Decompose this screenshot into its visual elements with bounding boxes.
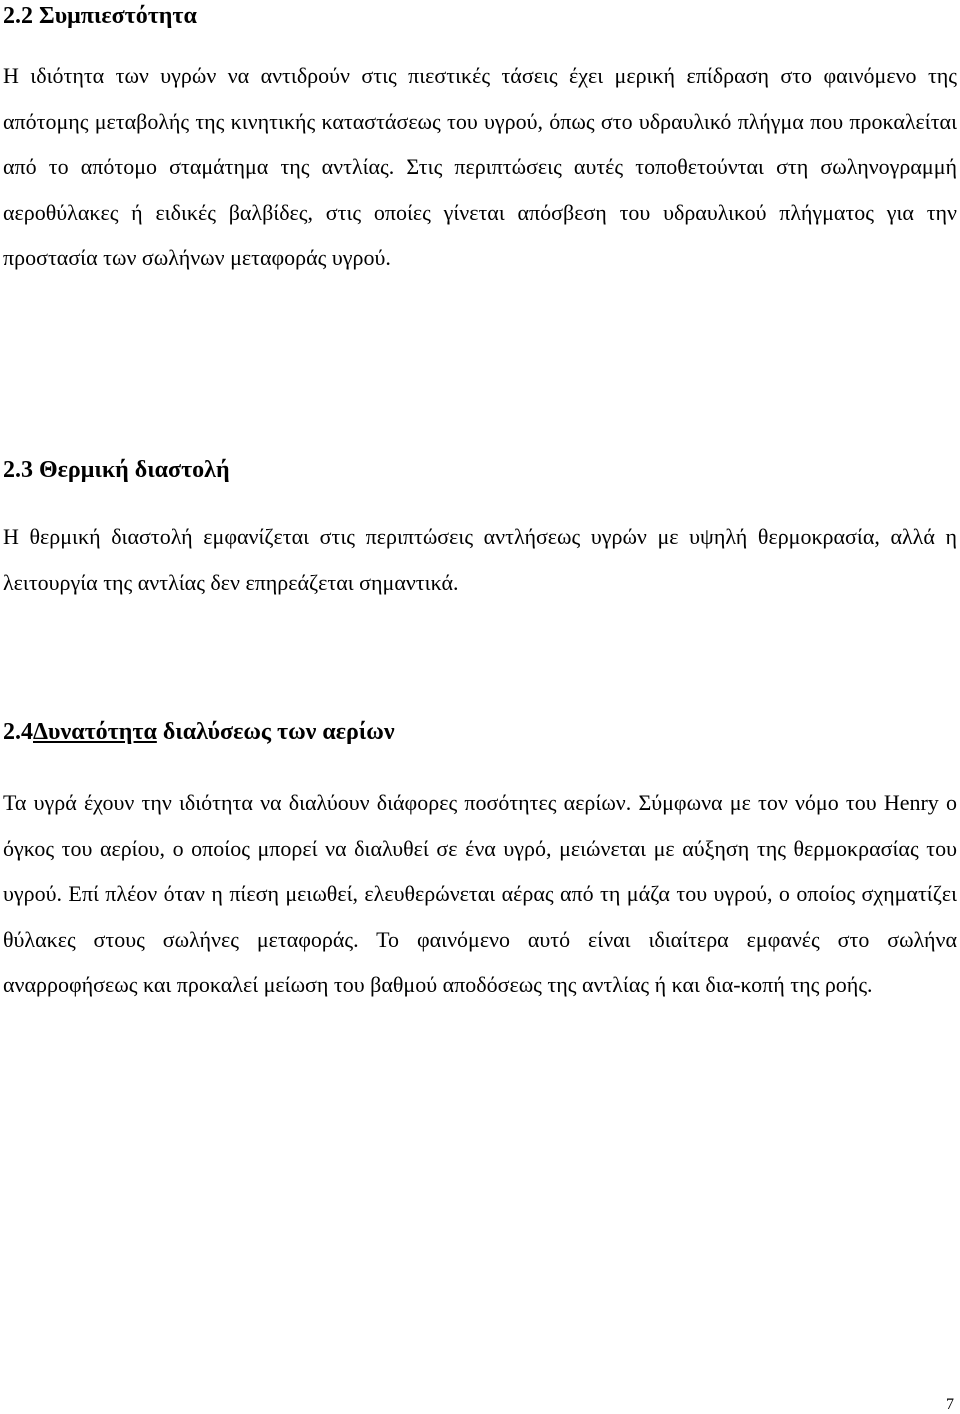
section-title-rest: διαλύσεως των αερίων [162,719,395,745]
section-number: 2.3 [3,457,33,483]
section-number: 2.4 [3,719,33,745]
page-number: 7 [946,1396,954,1413]
section-thermal-expansion [3,456,957,605]
section-paragraph: Η ιδιότητα των υγρών να αντιδρούν στις πιεστικές τάσεις έχει μερική επίδραση στο φαινόμενο της απότομης μεταβολής της κινητικής καταστάσεως του υγρού, όπως στο υδραυλικό πλήγμα που προκαλείται από το απότομο σταμάτημα της αντλίας. Στις περιπτώσεις αυτές τοποθετούνται στη σωληνογραμμή αεροθύλακες ή ειδικές βαλβίδες, στις οποίες γίνεται απόσβεση του υδραυλικού πλήγματος για την προστασία των σωλήνων μεταφοράς υγρού. [3,63,957,271]
section-compressibility [3,2,957,281]
section-title: Συμπιεστότητα [39,3,197,29]
section-heading [3,456,957,484]
section-title: Θερμική διαστολή [39,457,230,483]
section-number: 2.2 [3,3,33,29]
section-gas-solubility [3,718,957,1008]
section-heading [3,718,957,746]
section-paragraph: Η θερμική διαστολή εμφανίζεται στις περιπτώσεις αντλήσεως υγρών με υψηλή θερμοκρασία, αλλά η λειτουργία της αντλίας δεν επηρεάζεται σημαντικά. [3,524,957,595]
section-paragraph: Τα υγρά έχουν την ιδιότητα να διαλύουν διάφορες ποσότητες αερίων. Σύμφωνα με τον νόμο του Henry ο όγκος του αερίου, ο οποίος μπορεί να διαλυθεί σε ένα υγρό, μειώνεται με αύξηση της θερμοκρασίας του υγρού. Επί πλέον όταν η πίεση μειωθεί, ελευθερώνεται αέρας από τη μάζα του υγρού, ο οποίος σχηματίζει θύλακες στους σωλήνες μεταφοράς. Το φαινόμενο αυτό είναι ιδιαίτερα εμφανές στο σωλήνα αναρροφήσεως και προκαλεί μείωση του βαθμού αποδόσεως της αντλίας ή και δια-κοπή της ροής. [3,790,957,998]
section-heading [3,2,957,30]
section-title-first-word: Δυνατότητα [33,719,157,745]
